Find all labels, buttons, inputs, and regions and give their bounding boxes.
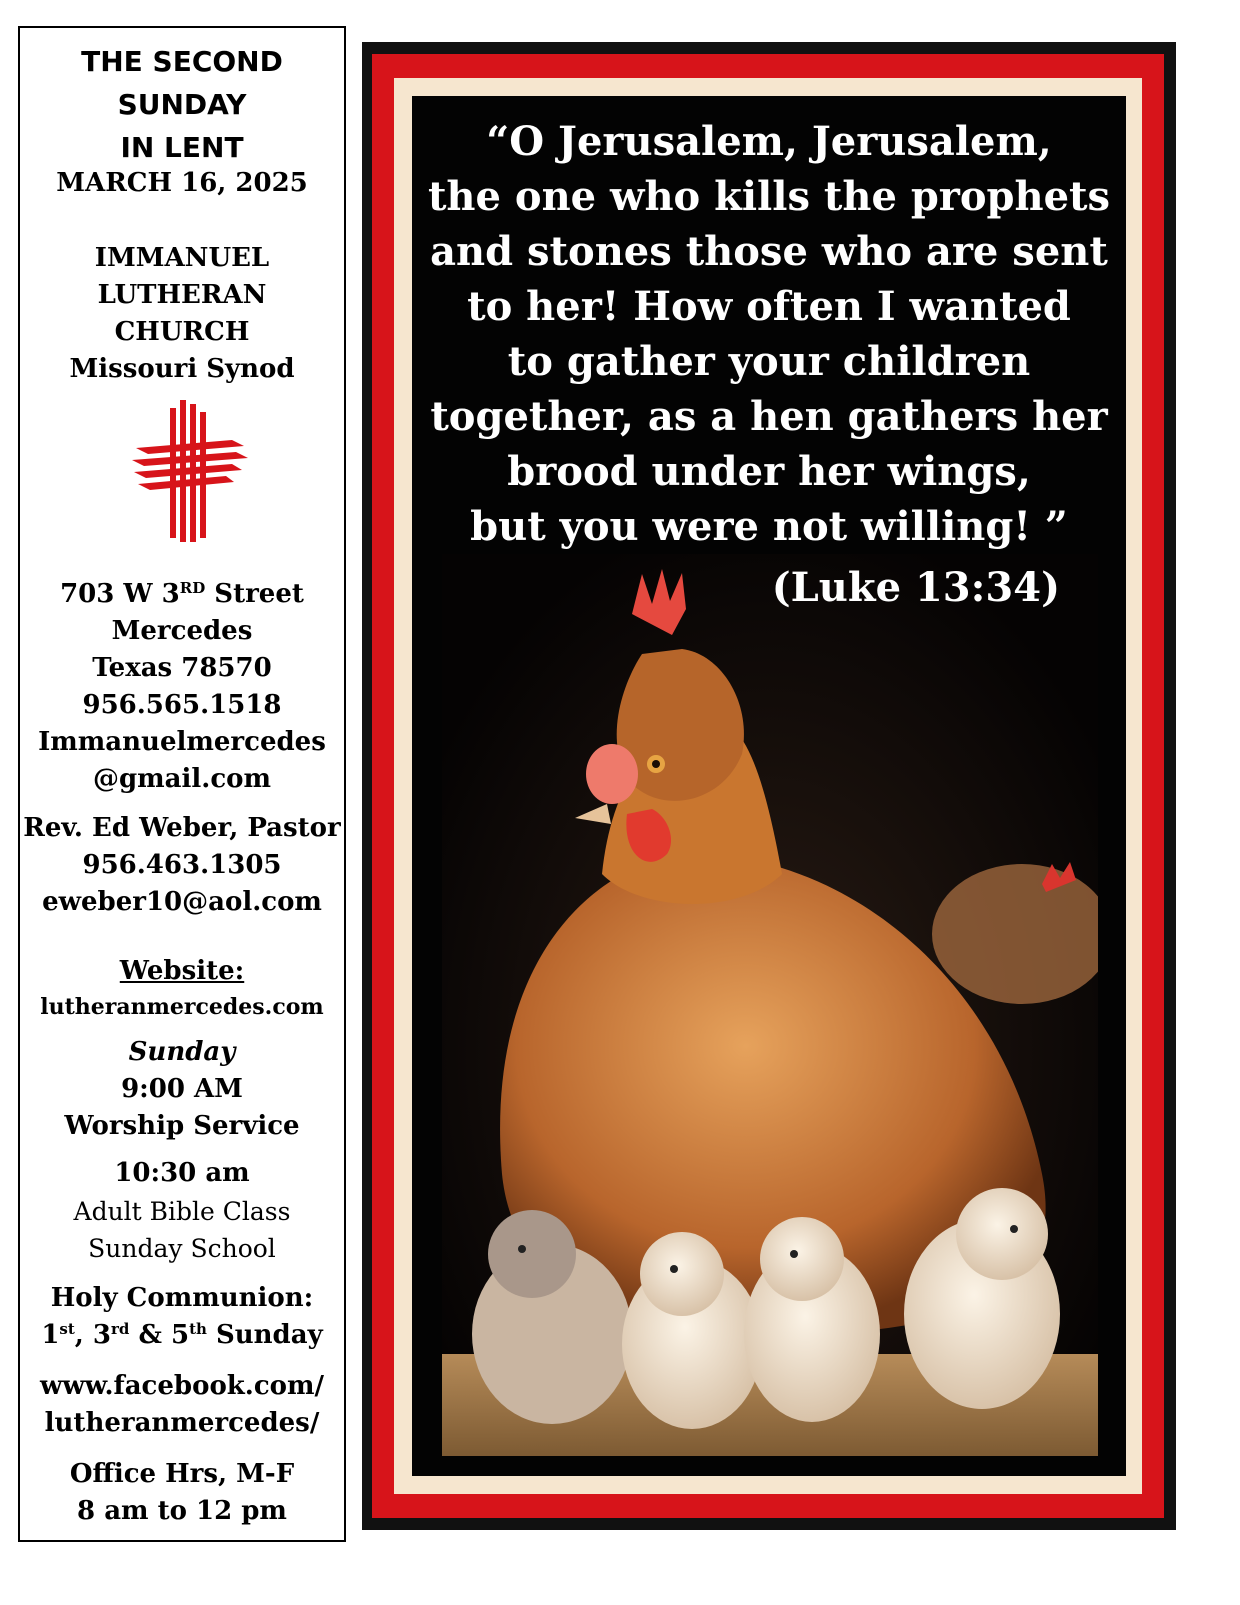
quote-line: the one who kills the prophets [427,173,1111,220]
street-address: 703 W 3RD Street [60,579,304,609]
church-name-line: IMMANUEL [94,243,270,273]
church-name-line: CHURCH [114,317,250,347]
poster-panel [412,96,1126,1476]
pastor-name: Rev. Ed Weber, Pastor [23,813,341,843]
class-time: 10:30 am [114,1158,250,1188]
office-time: 8 am to 12 pm [77,1496,287,1526]
church-name-line: LUTHERAN [97,280,267,310]
website-label: Website: [119,956,245,986]
quote-line: but you were not willing! ” [470,503,1068,550]
hen-and-chicks-image [442,554,1098,1456]
title-line: SUNDAY [117,88,247,121]
sunday-school: Sunday School [88,1234,276,1263]
church-phone: 956.565.1518 [82,690,282,720]
communion-days: 1st, 3rd & 5th Sunday [41,1320,323,1350]
class-list [20,1193,344,1267]
scripture-quote [412,114,1126,554]
website-link[interactable]: lutheranmercedes.com [40,994,324,1020]
quote-line: and stones those who are sent [430,228,1108,275]
church-address [20,576,344,798]
facebook-line: lutheranmercedes/ [44,1408,320,1438]
title-line: IN LENT [120,131,244,164]
bulletin-sidebar [18,26,346,1542]
sunday-label: Sunday [128,1037,236,1067]
adult-bible-class: Adult Bible Class [73,1197,291,1226]
quote-line: to her! How often I wanted [467,283,1071,330]
office-hours [20,1456,344,1530]
office-days: Office Hrs, M-F [69,1459,295,1489]
communion-label: Holy Communion: [50,1283,314,1313]
church-name [20,240,344,388]
lcms-cross-icon [132,400,248,546]
worship-service-label: Worship Service [64,1111,300,1141]
pastor-phone: 956.463.1305 [82,850,282,880]
scripture-reference: (Luke 13:34) [771,564,1060,611]
sunday-schedule [20,1034,344,1145]
church-email-line-2: @gmail.com [92,764,272,794]
service-title [20,40,344,169]
synod-line: Missouri Synod [69,354,295,384]
holy-communion [20,1280,344,1354]
quote-line: together, as a hen gathers her [430,393,1108,440]
title-line: THE SECOND [81,45,283,78]
quote-line: brood under her wings, [507,448,1031,495]
church-email-line-1: Immanuelmercedes [38,727,326,757]
facebook-link[interactable] [20,1368,344,1442]
pastor-email: eweber10@aol.com [42,887,322,917]
quote-line: to gather your children [507,338,1031,385]
quote-line: “O Jerusalem, Jerusalem, [486,118,1052,165]
state-zip: Texas 78570 [92,653,272,683]
worship-time: 9:00 AM [121,1074,243,1104]
service-date: MARCH 16, 2025 [56,168,308,198]
city: Mercedes [111,616,253,646]
pastor-contact [20,810,344,921]
facebook-line: www.facebook.com/ [39,1371,325,1401]
